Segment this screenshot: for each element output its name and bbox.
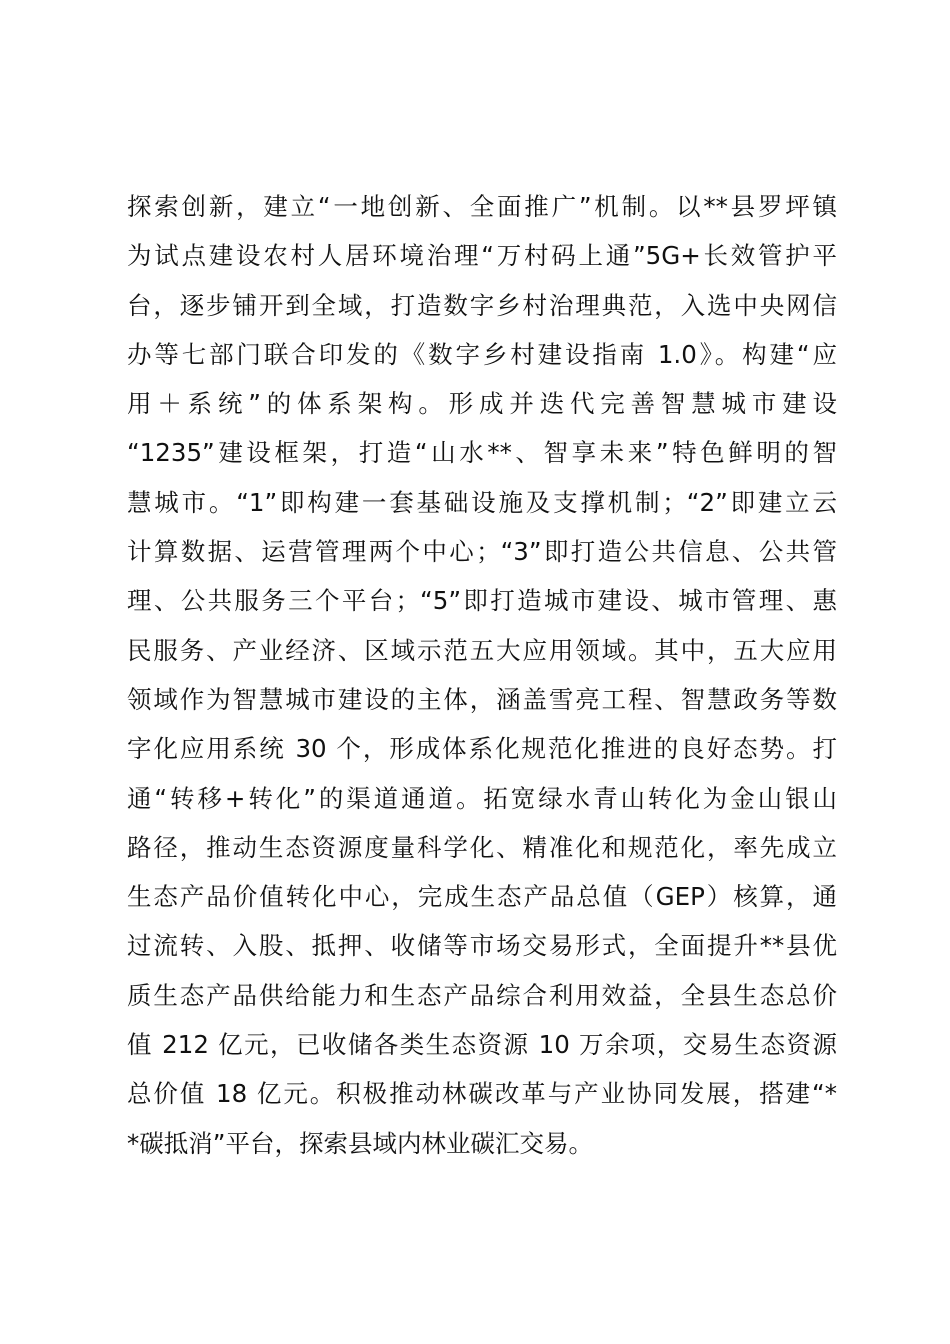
text-line-4: 办等七部门联合印发的《数字乡村建设指南 1.0》。构建“应 <box>127 339 837 369</box>
text-line-1: 探索创新，建立“一地创新、全面推广”机制。以**县罗坪镇 <box>127 192 837 221</box>
body-paragraph <box>127 182 837 1168</box>
text-line-16: 过流转、入股、抵押、收储等市场交易形式，全面提升**县优 <box>127 931 837 961</box>
text-line-3: 台，逐步铺开到全域，打造数字乡村治理典范，入选中央网信 <box>127 290 837 320</box>
text-line-18: 值 212 亿元，已收储各类生态资源 10 万余项，交易生态资源 <box>127 1030 837 1060</box>
text-line-13: 通“转移+转化”的渠道通道。拓宽绿水青山转化为金山银山 <box>127 783 837 813</box>
text-line-12: 字化应用系统 30 个，形成体系化规范化推进的良好态势。打 <box>127 734 837 764</box>
text-line-19: 总价值 18 亿元。积极推动林碳改革与产业协同发展，搭建“* <box>127 1079 837 1109</box>
text-line-14: 路径，推动生态资源度量科学化、精准化和规范化，率先成立 <box>127 832 837 862</box>
text-line-9: 理、公共服务三个平台；“5”即打造城市建设、城市管理、惠 <box>127 586 837 616</box>
text-line-15: 生态产品价值转化中心，完成生态产品总值（GEP）核算，通 <box>127 882 837 912</box>
text-line-8: 计算数据、运营管理两个中心；“3”即打造公共信息、公共管 <box>127 537 837 567</box>
text-line-7: 慧城市。“1”即构建一套基础设施及支撑机制；“2”即建立云 <box>127 487 837 517</box>
text-line-10: 民服务、产业经济、区域示范五大应用领域。其中，五大应用 <box>127 635 837 665</box>
text-line-20: *碳抵消”平台，探索县域内林业碳汇交易。 <box>127 1128 593 1158</box>
text-line-2: 为试点建设农村人居环境治理“万村码上通”5G+长效管护平 <box>127 241 837 271</box>
text-line-6: “1235”建设框架，打造“山水**、智享未来”特色鲜明的智 <box>127 438 837 468</box>
text-line-17: 质生态产品供给能力和生态产品综合利用效益，全县生态总价 <box>127 980 837 1010</box>
text-line-11: 领域作为智慧城市建设的主体，涵盖雪亮工程、智慧政务等数 <box>127 684 837 714</box>
text-line-5: 用＋系统”的体系架构。形成并迭代完善智慧城市建设 <box>127 389 837 419</box>
